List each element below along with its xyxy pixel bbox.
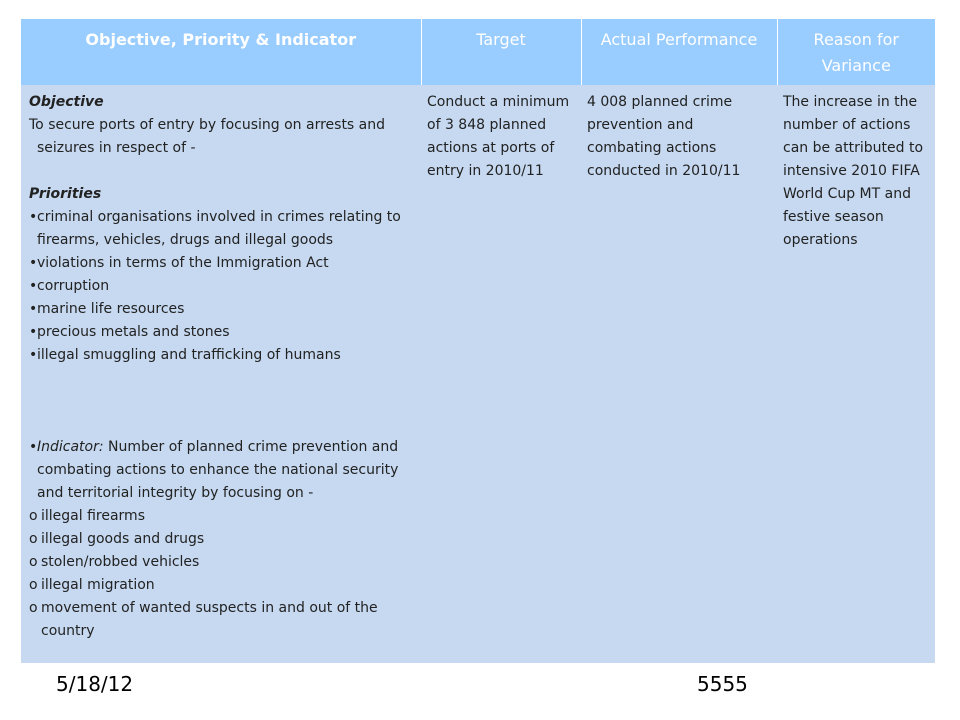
table-row — [21, 85, 935, 663]
list-item: • precious metals and stones — [29, 321, 415, 344]
list-item: • illegal smuggling and trafficking of humans — [29, 344, 415, 367]
indicator-sub-list — [29, 505, 415, 643]
list-item: o stolen/robbed vehicles — [29, 551, 415, 574]
list-item: o illegal firearms — [29, 505, 415, 528]
list-item: • criminal organisations involved in crimes relating to firearms, vehicles, drugs and illegal goods — [29, 206, 415, 252]
priorities-list — [29, 206, 415, 367]
list-item: o illegal goods and drugs — [29, 528, 415, 551]
indicator-item — [29, 436, 415, 505]
indicator-text: Number of planned crime prevention and combating actions to enhance the national security and territorial integrity by focusing on - — [37, 439, 399, 501]
list-item: • violations in terms of the Immigration Act — [29, 252, 415, 275]
footer-date: 5/18/12 — [56, 672, 134, 696]
indicator-block — [29, 436, 415, 505]
performance-table — [21, 19, 935, 663]
actual-performance-cell: 4 008 planned crime prevention and combating actions conducted in 2010/11 — [581, 85, 777, 663]
objective-text: To secure ports of entry by focusing on arrests and seizures in respect of - — [29, 117, 386, 156]
list-item: o illegal migration — [29, 574, 415, 597]
priorities-label: Priorities — [29, 186, 102, 202]
header-reason-for-variance: Reason for Variance — [777, 19, 935, 85]
header-objective: Objective, Priority & Indicator — [21, 19, 421, 85]
target-cell: Conduct a minimum of 3 848 planned actions at ports of entry in 2010/11 — [421, 85, 581, 663]
list-item: o movement of wanted suspects in and out of the country — [29, 597, 415, 643]
objective-cell — [21, 85, 421, 663]
table-header-row — [21, 19, 935, 85]
list-item: • marine life resources — [29, 298, 415, 321]
list-item: • corruption — [29, 275, 415, 298]
header-actual-performance: Actual Performance — [581, 19, 777, 85]
header-target: Target — [421, 19, 581, 85]
objective-label: Objective — [29, 94, 104, 110]
footer-page-number: 5555 — [697, 672, 748, 696]
indicator-label: Indicator: — [37, 439, 104, 455]
reason-for-variance-cell: The increase in the number of actions can be attributed to intensive 2010 FIFA World Cup MT and festive season operations — [777, 85, 935, 663]
